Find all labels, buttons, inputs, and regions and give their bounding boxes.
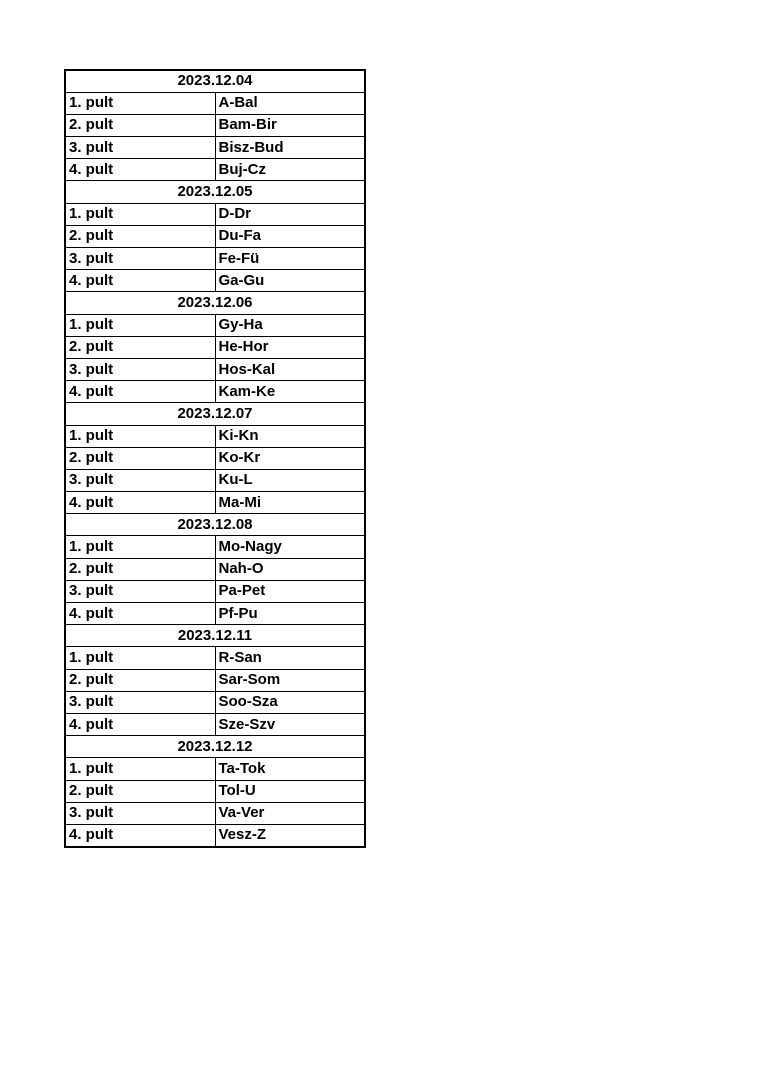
desk-cell: 4. pult [65, 824, 215, 846]
name-range-cell: Ma-Mi [215, 492, 365, 514]
desk-cell: 4. pult [65, 603, 215, 625]
name-range-cell: Va-Ver [215, 802, 365, 824]
table-row [65, 314, 365, 336]
name-range-cell: Tol-U [215, 780, 365, 802]
name-range-cell: Sar-Som [215, 669, 365, 691]
date-header-row [65, 625, 365, 647]
date-header-row [65, 70, 365, 92]
name-range-cell: R-San [215, 647, 365, 669]
date-header-row [65, 403, 365, 425]
table-row [65, 92, 365, 114]
desk-cell: 3. pult [65, 137, 215, 159]
name-range-cell: Ta-Tok [215, 758, 365, 780]
table-row [65, 270, 365, 292]
table-row [65, 691, 365, 713]
table-row [65, 669, 365, 691]
name-range-cell: D-Dr [215, 203, 365, 225]
desk-cell: 3. pult [65, 580, 215, 602]
date-cell: 2023.12.04 [65, 70, 365, 92]
name-range-cell: He-Hor [215, 336, 365, 358]
date-cell: 2023.12.08 [65, 514, 365, 536]
desk-cell: 4. pult [65, 159, 215, 181]
table-row [65, 802, 365, 824]
date-cell: 2023.12.06 [65, 292, 365, 314]
desk-cell: 2. pult [65, 336, 215, 358]
date-header-row [65, 292, 365, 314]
name-range-cell: Kam-Ke [215, 381, 365, 403]
table-row [65, 447, 365, 469]
desk-cell: 1. pult [65, 536, 215, 558]
name-range-cell: Nah-O [215, 558, 365, 580]
date-header-row [65, 736, 365, 758]
name-range-cell: Fe-Fü [215, 248, 365, 270]
table-row [65, 758, 365, 780]
name-range-cell: Pa-Pet [215, 580, 365, 602]
date-header-row [65, 181, 365, 203]
desk-cell: 2. pult [65, 558, 215, 580]
desk-cell: 2. pult [65, 114, 215, 136]
date-cell: 2023.12.12 [65, 736, 365, 758]
desk-cell: 4. pult [65, 492, 215, 514]
table-row [65, 381, 365, 403]
table-row [65, 469, 365, 491]
table-row [65, 159, 365, 181]
name-range-cell: Vesz-Z [215, 824, 365, 846]
desk-cell: 4. pult [65, 713, 215, 735]
name-range-cell: Ko-Kr [215, 447, 365, 469]
name-range-cell: Buj-Cz [215, 159, 365, 181]
date-cell: 2023.12.07 [65, 403, 365, 425]
name-range-cell: Ki-Kn [215, 425, 365, 447]
desk-cell: 1. pult [65, 425, 215, 447]
name-range-cell: Soo-Sza [215, 691, 365, 713]
desk-cell: 2. pult [65, 669, 215, 691]
desk-cell: 1. pult [65, 314, 215, 336]
desk-cell: 2. pult [65, 225, 215, 247]
desk-cell: 1. pult [65, 92, 215, 114]
table-row [65, 137, 365, 159]
date-cell: 2023.12.05 [65, 181, 365, 203]
desk-cell: 4. pult [65, 270, 215, 292]
table-row [65, 358, 365, 380]
name-range-cell: Ku-L [215, 469, 365, 491]
desk-cell: 1. pult [65, 758, 215, 780]
table-row [65, 647, 365, 669]
name-range-cell: Du-Fa [215, 225, 365, 247]
table-row [65, 824, 365, 846]
desk-cell: 3. pult [65, 691, 215, 713]
name-range-cell: Gy-Ha [215, 314, 365, 336]
desk-cell: 4. pult [65, 381, 215, 403]
table-row [65, 425, 365, 447]
desk-schedule-table [64, 69, 366, 848]
desk-cell: 3. pult [65, 469, 215, 491]
table-row [65, 713, 365, 735]
table-row [65, 336, 365, 358]
name-range-cell: Ga-Gu [215, 270, 365, 292]
table-row [65, 225, 365, 247]
table-row [65, 558, 365, 580]
desk-cell: 2. pult [65, 780, 215, 802]
table-row [65, 114, 365, 136]
desk-cell: 3. pult [65, 248, 215, 270]
name-range-cell: Bam-Bir [215, 114, 365, 136]
table-row [65, 203, 365, 225]
name-range-cell: Hos-Kal [215, 358, 365, 380]
name-range-cell: Sze-Szv [215, 713, 365, 735]
table-row [65, 580, 365, 602]
name-range-cell: Bisz-Bud [215, 137, 365, 159]
table-row [65, 536, 365, 558]
table-row [65, 780, 365, 802]
name-range-cell: A-Bal [215, 92, 365, 114]
date-cell: 2023.12.11 [65, 625, 365, 647]
table-row [65, 248, 365, 270]
desk-cell: 3. pult [65, 358, 215, 380]
desk-cell: 2. pult [65, 447, 215, 469]
table-row [65, 492, 365, 514]
name-range-cell: Mo-Nagy [215, 536, 365, 558]
schedule-body [65, 70, 365, 847]
desk-cell: 1. pult [65, 203, 215, 225]
desk-cell: 1. pult [65, 647, 215, 669]
table-row [65, 603, 365, 625]
name-range-cell: Pf-Pu [215, 603, 365, 625]
date-header-row [65, 514, 365, 536]
desk-cell: 3. pult [65, 802, 215, 824]
